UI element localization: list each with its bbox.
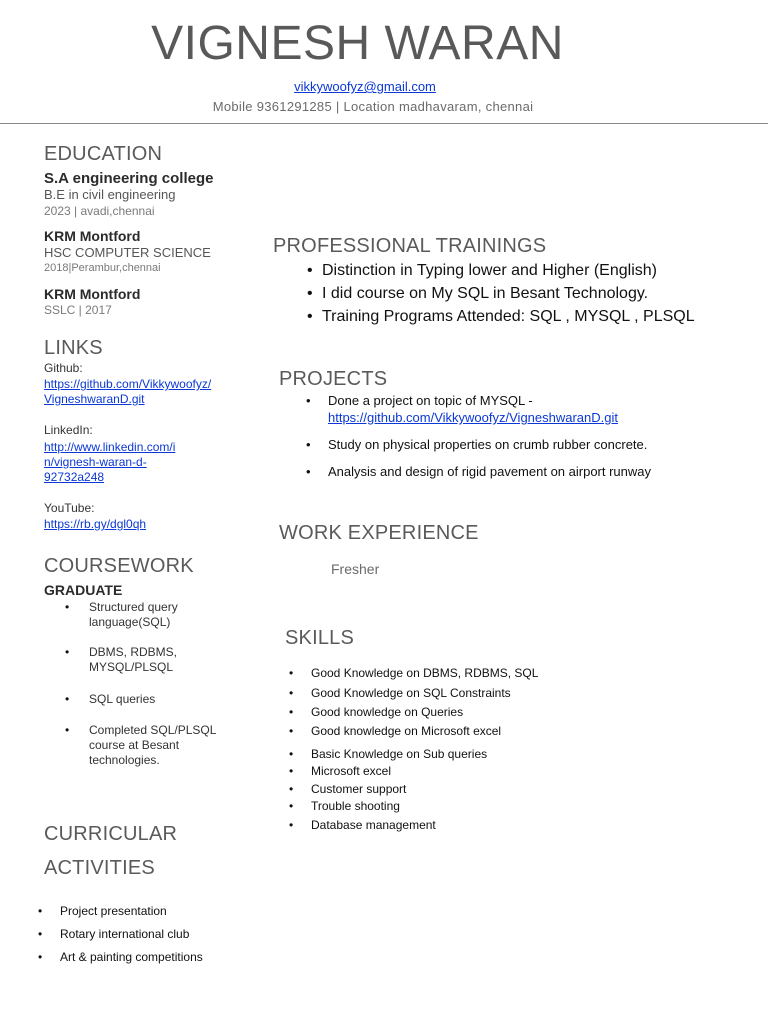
education-title: EDUCATION bbox=[44, 143, 163, 165]
youtube-link[interactable] bbox=[44, 517, 146, 532]
github-label: Github: bbox=[44, 361, 83, 375]
education-degree-3: SSLC | 2017 bbox=[44, 303, 112, 317]
header-divider bbox=[0, 123, 768, 124]
linkedin-link-line-1[interactable]: http://www.linkedin.com/i bbox=[44, 440, 176, 454]
list-item: • Study on physical properties on crumb rubber concrete. bbox=[328, 436, 748, 453]
list-item bbox=[89, 723, 239, 768]
candidate-name: VIGNESH WARAN bbox=[151, 17, 564, 70]
education-degree-2: HSC COMPUTER SCIENCE bbox=[44, 245, 211, 260]
email-line bbox=[0, 79, 730, 94]
curricular-list bbox=[60, 904, 260, 973]
work-value: Fresher bbox=[331, 561, 380, 577]
list-item: • Database management bbox=[311, 818, 731, 836]
projects-title: PROJECTS bbox=[279, 368, 388, 390]
education-school-3: KRM Montford bbox=[44, 286, 141, 302]
links-title: LINKS bbox=[44, 337, 103, 359]
github-link-line-2[interactable]: VigneshwaranD.git bbox=[44, 392, 145, 406]
list-item bbox=[89, 645, 239, 675]
list-item: • Distinction in Typing lower and Higher (English) bbox=[322, 259, 742, 282]
list-item: • Good Knowledge on SQL Constraints bbox=[311, 686, 731, 705]
trainings-title: PROFESSIONAL TRAININGS bbox=[273, 235, 547, 257]
list-item: • Analysis and design of rigid pavement on airport runway bbox=[328, 463, 748, 480]
github-link-line-1[interactable]: https://github.com/Vikkywoofyz/ bbox=[44, 377, 212, 391]
list-item: • Trouble shooting bbox=[311, 799, 731, 818]
coursework-item-1-line-2: language(SQL) bbox=[89, 615, 171, 629]
coursework-item-4-line-1: Completed SQL/PLSQL bbox=[89, 723, 217, 737]
coursework-item-1-line-1: Structured query bbox=[89, 600, 178, 614]
youtube-label: YouTube: bbox=[44, 501, 95, 515]
trainings-list bbox=[322, 259, 742, 328]
curricular-title-line-2: ACTIVITIES bbox=[44, 857, 155, 879]
email-link[interactable]: vikkywoofyz@gmail.com bbox=[294, 79, 436, 94]
list-item bbox=[89, 692, 239, 707]
education-degree-1: B.E in civil engineering bbox=[44, 187, 176, 202]
list-item: • Basic Knowledge on Sub queries bbox=[311, 747, 731, 764]
coursework-subtitle: GRADUATE bbox=[44, 582, 123, 598]
skills-list bbox=[311, 666, 731, 836]
list-item: • Customer support bbox=[311, 782, 731, 799]
project-1-text: Done a project on topic of MYSQL - bbox=[328, 393, 533, 408]
list-item: • Good knowledge on Queries bbox=[311, 705, 731, 724]
list-item: • Good knowledge on Microsoft excel bbox=[311, 724, 731, 747]
list-item: • Art & painting competitions bbox=[60, 950, 260, 973]
coursework-item-2-line-2: MYSQL/PLSQL bbox=[89, 660, 174, 674]
contact-info: Mobile 9361291285 | Location madhavaram, chennai bbox=[212, 99, 534, 114]
projects-list bbox=[328, 392, 748, 480]
coursework-title: COURSEWORK bbox=[44, 555, 194, 577]
list-item: • I did course on My SQL in Besant Technology. bbox=[322, 282, 742, 305]
linkedin-link-line-2[interactable]: n/vignesh-waran-d- bbox=[44, 455, 147, 469]
coursework-item-3-line-1: SQL queries bbox=[89, 692, 156, 706]
coursework-list bbox=[89, 600, 239, 768]
linkedin-link[interactable] bbox=[44, 440, 175, 485]
linkedin-label: LinkedIn: bbox=[44, 423, 93, 437]
work-title: WORK EXPERIENCE bbox=[279, 522, 479, 544]
list-item bbox=[328, 392, 748, 426]
github-link[interactable] bbox=[44, 377, 211, 407]
education-meta-1: 2023 | avadi,chennai bbox=[44, 204, 155, 218]
coursework-item-4-line-3: technologies. bbox=[89, 753, 160, 767]
project-1-link[interactable]: https://github.com/Vikkywoofyz/VigneshwaranD.git bbox=[328, 410, 618, 425]
list-item: • Rotary international club bbox=[60, 927, 260, 950]
list-item: • Microsoft excel bbox=[311, 764, 731, 782]
coursework-item-4-line-2: course at Besant bbox=[89, 738, 180, 752]
coursework-item-2-line-1: DBMS, RDBMS, bbox=[89, 645, 178, 659]
skills-title: SKILLS bbox=[285, 627, 355, 649]
linkedin-link-line-3[interactable]: 92732a248 bbox=[44, 470, 105, 484]
list-item bbox=[89, 600, 239, 630]
curricular-title-line-1: CURRICULAR bbox=[44, 823, 178, 845]
youtube-link-text[interactable]: https://rb.gy/dgl0qh bbox=[44, 517, 147, 531]
education-school-1: S.A engineering college bbox=[44, 170, 214, 187]
education-school-2: KRM Montford bbox=[44, 228, 141, 244]
list-item: • Training Programs Attended: SQL , MYSQL , PLSQL bbox=[322, 305, 742, 328]
list-item: • Project presentation bbox=[60, 904, 260, 927]
list-item: • Good Knowledge on DBMS, RDBMS, SQL bbox=[311, 666, 731, 686]
education-meta-2: 2018|Perambur,chennai bbox=[44, 262, 161, 274]
